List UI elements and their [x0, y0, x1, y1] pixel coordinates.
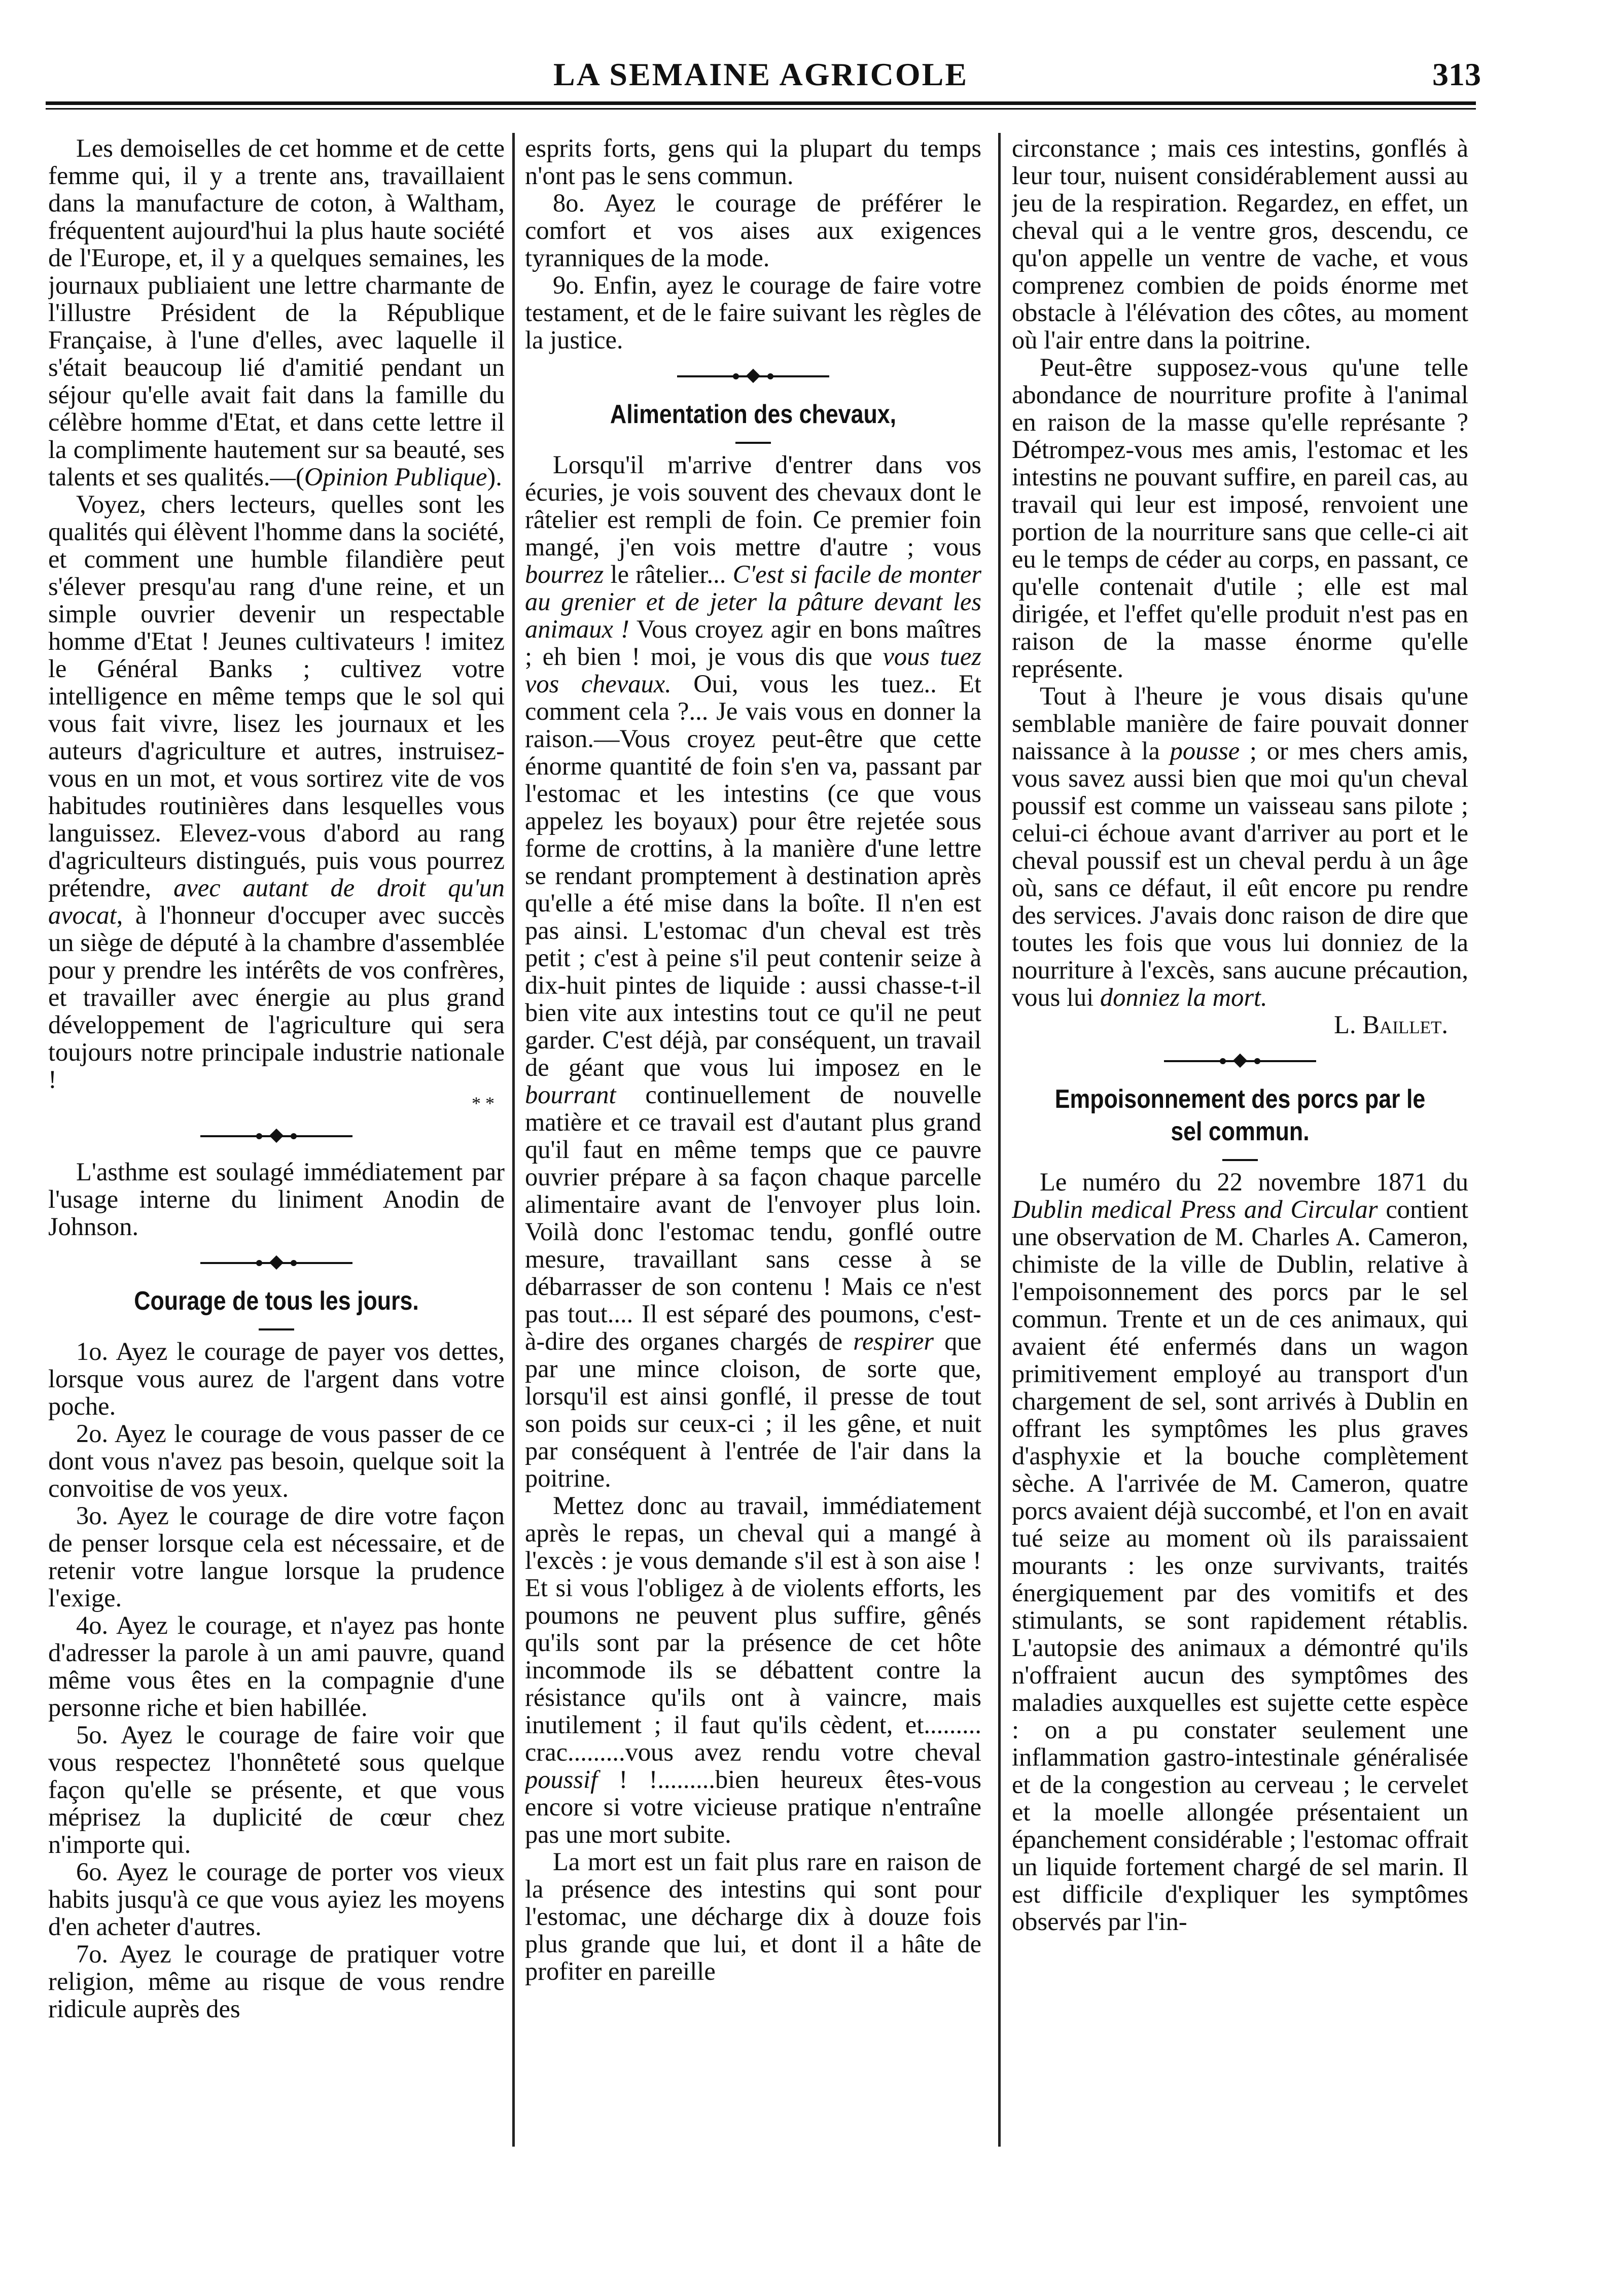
italic-phrase: avec autant de droit qu'un avocat [48, 873, 505, 929]
page-number: 313 [1432, 56, 1481, 92]
article-paragraph [525, 1492, 981, 1848]
text-run: Voyez, chers lecteurs, quelles sont les qualités qui élèvent l'homme dans la société, et comment une humble filandière peut s'élever presqu'au rang d'une reine, et un simple ouvrier devenir un respectable homme d'Etat ! Jeunes cultivateurs ! imitez le Général Banks ; cultivez votre intelligence en même temps que le sol qui vous fait vivre, lisez les journaux et les auteurs d'agriculture et autres, instruisez-vous en un mot, et vous sortirez vite de vos habitudes routinières dans lesquelles vous languissez. Elevez-vous d'abord au rang d'agriculteurs distingués, puis vous pourrez prétendre, [48, 490, 505, 902]
text-run: ). [487, 463, 502, 491]
header-double-rule [46, 101, 1476, 113]
ornament-dot [291, 1260, 297, 1266]
ornament-dot [733, 373, 739, 379]
courage-item: 1o. Ayez le courage de payer vos dettes, lorsque vous aurez de l'argent dans votre poche. [48, 1337, 505, 1420]
title-underline [735, 442, 771, 444]
column-2 [525, 134, 981, 2163]
article-paragraph [1012, 682, 1468, 1011]
article-paragraph [525, 451, 981, 1492]
courage-item: 4o. Ayez le courage, et n'ayez pas honte d'adresser la parole à un ami pauvre, quand même vous êtes en la compagnie d'une personne riche et bien habillée. [48, 1611, 505, 1722]
article-paragraph [48, 134, 505, 490]
text-run: Oui, vous les tuez.. Et comment cela ?... Je vais vous en donner la raison.—Vous croyez peut-être que cette énorme quantité de foin s'en va, passant par l'estomac et les intestins (ce que vous appelez les boyaux) pour être rejetée sous forme de crottins, à la manière d'une lettre se rendant promptement à destination après qu'elle a été mise dans la boîte. Il n'en est pas ainsi. L'estomac d'un cheval est très petit ; c'est à peine s'il peut contenir seize à dix-huit pintes de liquide : aussi chasse-t-il bien vite aux intestins tout ce qu'il ne peut garder. C'est déjà, par conséquent, un travail de géant que vous lui imposez en le [525, 670, 981, 1081]
running-head [51, 56, 1481, 101]
article-paragraph: Peut-être supposez-vous qu'une telle abondance de nourriture profite à l'animal en raison de la masse qu'elle représante ? Détrompez-vous mes amis, l'estomac et les intestins ne pouvant suffire, en pareil cas, au travail qui leur est imposé, renvoient une portion de la nourriture sans que celle-ci ait eu le temps de céder au corps, en passant, ce qu'elle contenait d'utile ; elle est mal dirigée, et l'effet qu'elle produit n'est pas en raison de la masse énorme qu'elle représente. [1012, 353, 1468, 683]
section-separator-ornament [200, 1255, 352, 1271]
text-run: Lorsqu'il m'arrive d'entrer dans vos écuries, je vois souvent des chevaux dont le râtelier est rempli de foin. Ce premier foin mangé, j'en vois mettre d'autre ; vous [525, 450, 981, 561]
text-run: Les demoiselles de cet homme et de cette femme qui, il y a trente ans, travaillaient dans la manufacture de coton, à Waltham, fréquentent aujourd'hui la plus haute société de l'Europe, et, il y a quelques semaines, les journaux publiaient une lettre charmante de l'illustre Président de la République Française, à l'une d'elles, avec laquelle il s'était beaucoup lié d'amitié pendant un séjour qu'elle avait fait dans la famille du célèbre homme d'Etat, et dans cette lettre il la complimente hautement sur sa beauté, ses talents et ses qualités.—( [48, 134, 505, 491]
title-underline [1222, 1159, 1258, 1161]
column-divider-2 [998, 133, 1001, 2147]
text-run: ! !.........bien heureux êtes-vous encore si votre vicieuse pratique n'entraîne pas une mort subite. [525, 1765, 981, 1848]
text-run: contient une observation de M. Charles A. Cameron, chimiste de la ville de Dublin, relative à l'empoisonnement des porcs par le sel commun. Trente et un de ces animaux, qui avaient été enfermés dans un wagon primitivement employé au transport d'un chargement de sel, sont arrivés à Dublin en offrant les symptômes les plus graves d'asphyxie et la bouche complètement sèche. A l'arrivée de M. Cameron, quatre porcs avaient déjà succombé, et l'on en avait tué seize au moment où ils paraissaient mourants : les onze survivants, traités énergiquement par des vomitifs et des stimulants, se sont rapidement rétablis. L'autopsie des animaux a démontré qu'ils n'offraient aucun des symptômes des maladies auxquelles est sujette cette espèce : on a pu constater seulement une inflammation gastro-intestinale généralisée et de la congestion au cerveau ; le cervelet et la moelle allongée présentaient un épanchement considérable ; l'estomac offrait un liquide fortement chargé de sel marin. Il est difficile d'expliquer les symptômes observés par l'in- [1012, 1195, 1468, 1936]
ornament-dot [256, 1260, 262, 1266]
continuation-text: esprits forts, gens qui la plupart du temps n'ont pas le sens commun. [525, 134, 981, 190]
section-title-empoisonnement: Empoisonnement des porcs par le sel commun. [1054, 1084, 1426, 1146]
header-rule-thin [46, 108, 1476, 110]
text-run: continuellement de nouvelle matière et ce travail est d'autant plus grand qu'il faut en même temps que ce pauvre ouvrier prépare à sa façon chaque parcelle alimentaire avant de l'envoyer plus loin. Voilà donc l'estomac tendu, gonflé outre mesure, travaillant sans cesse à se débarrasser de son contenu ! Mais ce n'est pas tout.... Il est séparé des poumons, c'est-à-dire des organes chargés de [525, 1080, 981, 1355]
continuation-text: circonstance ; mais ces intestins, gonflés à leur tour, nuisent considérablement aussi au jeu de la respiration. Regardez, en effet, un cheval qui a le ventre gros, descendu, ce qu'on appelle un ventre de vache, et vous comprenez combien de poids énorme met obstacle à l'élévation des côtes, au moment où l'air entre dans la poitrine. [1012, 134, 1468, 354]
asterism: * * [472, 1093, 495, 1113]
ornament-dot [767, 373, 773, 379]
courage-item: 5o. Ayez le courage de faire voir que vous respectez l'honnêteté sous quelque façon qu'elle se présente, et que vous méprisez la duplicité de cœur chez n'importe qui. [48, 1721, 505, 1859]
section-title-alimentation: Alimentation des chevaux, [610, 400, 897, 429]
italic-phrase: donniez la mort. [1100, 983, 1267, 1011]
courage-item: 7o. Ayez le courage de pratiquer votre religion, même au risque de vous rendre ridicule auprès des [48, 1940, 505, 2023]
section-title-courage: Courage de tous les jours. [134, 1286, 419, 1316]
article-paragraph [48, 490, 505, 1093]
source-citation: Opinion Publique [304, 463, 487, 491]
title-underline [259, 1328, 294, 1330]
journal-title: LA SEMAINE AGRICOLE [553, 56, 969, 92]
text-run: Le numéro du 22 novembre 1871 du [1040, 1168, 1468, 1196]
courage-item: 6o. Ayez le courage de porter vos vieux habits jusqu'à ce que vous ayiez les moyens d'en acheter d'autres. [48, 1858, 505, 1941]
text-run: le râtelier... [604, 560, 733, 588]
asthma-advertisement: L'asthme est soulagé immédiatement par l'usage interne du liniment Anodin de Johnson. [48, 1158, 505, 1241]
ornament-dot [291, 1133, 297, 1139]
journal-name: Dublin medical Press and Circular [1012, 1195, 1378, 1223]
italic-phrase: bourrant [525, 1080, 616, 1109]
ornament-dot [256, 1133, 262, 1139]
text-run: , à l'honneur d'occuper avec succès un siège de député à la chambre d'assemblée pour y prendre les intérêts de vos confrères, et travailler avec énergie au plus grand développement de l'agriculture qui sera toujours notre principale industrie nationale ! [48, 901, 505, 1094]
article-paragraph: La mort est un fait plus rare en raison de la présence des intestins qui sont pour l'estomac, une décharge dix à douze fois plus grande que lui, et dont il a hâte de profiter en pareille [525, 1847, 981, 1985]
header-rule-thick [46, 101, 1476, 105]
ornament-dot [1254, 1058, 1260, 1064]
section-separator-ornament [1164, 1054, 1316, 1069]
column-divider-1 [512, 133, 515, 2147]
italic-phrase: C'est si facile de monter au grenier et de jeter la pâture devant les animaux ! [525, 560, 981, 643]
ornament-diamond [269, 1255, 284, 1270]
text-run: ; or mes chers amis, vous savez aussi bien que moi qu'un cheval poussif est comme un vaisseau sans pilote ; celui-ci échoue avant d'arriver au port et le cheval poussif est un cheval perdu à un âge où, sans ce défaut, il eût encore pu rendre des services. J'avais donc raison de dire que toutes les fois que vous lui donniez de la nourriture à l'excès, sans aucune précaution, vous lui [1012, 737, 1468, 1011]
ornament-diamond [269, 1129, 284, 1143]
courage-item: 3o. Ayez le courage de dire votre façon de penser lorsque cela est nécessaire, et de retenir votre langue lorsque la prudence l'exige. [48, 1501, 505, 1612]
italic-phrase: vous tuez vos chevaux. [525, 642, 981, 698]
italic-phrase: poussif [525, 1765, 598, 1794]
section-separator-ornament [200, 1129, 352, 1144]
courage-item: 2o. Ayez le courage de vous passer de ce dont vous n'avez pas besoin, quelque soit la convoitise de vos yeux. [48, 1419, 505, 1502]
text-run: que par une mince cloison, de sorte que, lorsqu'il est ainsi gonflé, il presse de tout son poids sur ceux-ci ; il les gêne, et nuit par conséquent à l'entrée de l'air dans la poitrine. [525, 1327, 981, 1492]
courage-item: 8o. Ayez le courage de préférer le comfort et vos aises aux exigences tyranniques de la mode. [525, 189, 981, 272]
text-run: Vous croyez agir en bons maîtres ; eh bien ! moi, je vous dis que [525, 615, 981, 671]
text-run: Mettez donc au travail, immédiatement après le repas, un cheval qui a mangé à l'excès : je vous demande s'il est à son aise ! Et si vous l'obligez à de violents efforts, les poumons ne peuvent plus suffire, gênés qu'ils sont par la présence de cet hôte incommode ils se débattent contre la résistance qu'ils ont à vaincre, mais inutilement ; il faut qu'ils cèdent, et......... crac.........vous avez rendu votre cheval [525, 1491, 981, 1766]
text-run: Tout à l'heure je vous disais qu'une semblable manière de faire pouvait donner naissance à la [1012, 682, 1468, 765]
column-3 [1012, 134, 1468, 2163]
ornament-diamond [1233, 1054, 1247, 1068]
section-separator-ornament [677, 369, 829, 384]
italic-phrase: pousse [1170, 737, 1240, 765]
italic-phrase: bourrez [525, 560, 604, 588]
column-1 [48, 134, 505, 2163]
ornament-dot [1220, 1058, 1226, 1064]
ornament-diamond [746, 369, 760, 383]
article-paragraph [1012, 1168, 1468, 1935]
author-signature: L. Baillet. [1334, 1010, 1448, 1039]
italic-phrase: respirer [853, 1327, 934, 1355]
courage-item: 9o. Enfin, ayez le courage de faire votre testament, et de le faire suivant les règles de la justice. [525, 271, 981, 354]
